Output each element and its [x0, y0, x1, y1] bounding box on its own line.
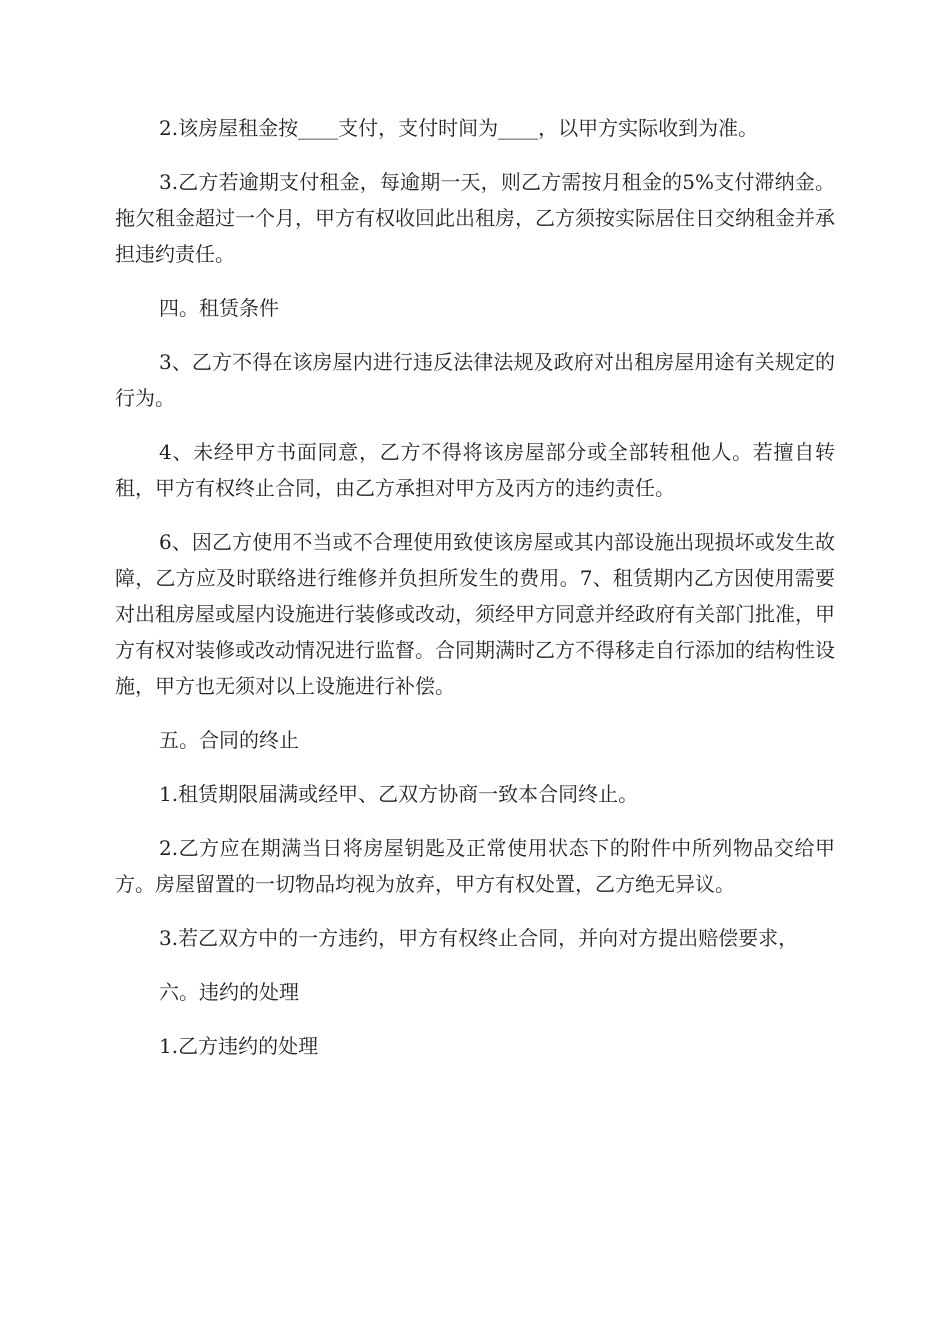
paragraph-tenant-breach: 1.乙方违约的处理	[159, 1034, 319, 1058]
document-page	[115, 110, 835, 1082]
paragraph-rent-payment: 2.该房屋租金按____支付，支付时间为____，以甲方实际收到为准。	[159, 116, 759, 140]
paragraph-illegal-use: 3、乙方不得在该房屋内进行违反法律法规及政府对出租房屋用途有关规定的行为。	[115, 350, 835, 410]
paragraph-breach-compensation: 3.若乙双方中的一方违约，甲方有权终止合同，并向对方提出赔偿要求，	[159, 926, 799, 950]
paragraph-sublet: 4、未经甲方书面同意，乙方不得将该房屋部分或全部转租他人。若擅自转租，甲方有权终止合同，由乙方承担对甲方及丙方的违约责任。	[115, 440, 835, 500]
paragraph-term-expiry: 1.租赁期限届满或经甲、乙双方协商一致本合同终止。	[159, 782, 639, 806]
section-heading-breach-handling: 六。违约的处理	[159, 980, 299, 1004]
paragraph-late-fee: 3.乙方若逾期支付租金，每逾期一天，则乙方需按月租金的5%支付滞纳金。拖欠租金超过一个月，甲方有权收回此出租房，乙方须按实际居住日交纳租金并承担违约责任。	[115, 170, 835, 266]
paragraph-damage-renovation: 6、因乙方使用不当或不合理使用致使该房屋或其内部设施出现损坏或发生故障，乙方应及时联络进行维修并负担所发生的费用。7、租赁期内乙方因使用需要对出租房屋或屋内设施进行装修或改动，须经甲方同意并经政府有关部门批准，甲方有权对装修或改动情况进行监督。合同期满时乙方不得移走自行添加的结构性设施，甲方也无须对以上设施进行补偿。	[115, 530, 835, 698]
paragraph-handover: 2.乙方应在期满当日将房屋钥匙及正常使用状态下的附件中所列物品交给甲方。房屋留置的一切物品均视为放弃，甲方有权处置，乙方绝无异议。	[115, 836, 835, 896]
section-heading-termination: 五。合同的终止	[159, 728, 299, 752]
section-heading-lease-conditions: 四。租赁条件	[159, 296, 279, 320]
